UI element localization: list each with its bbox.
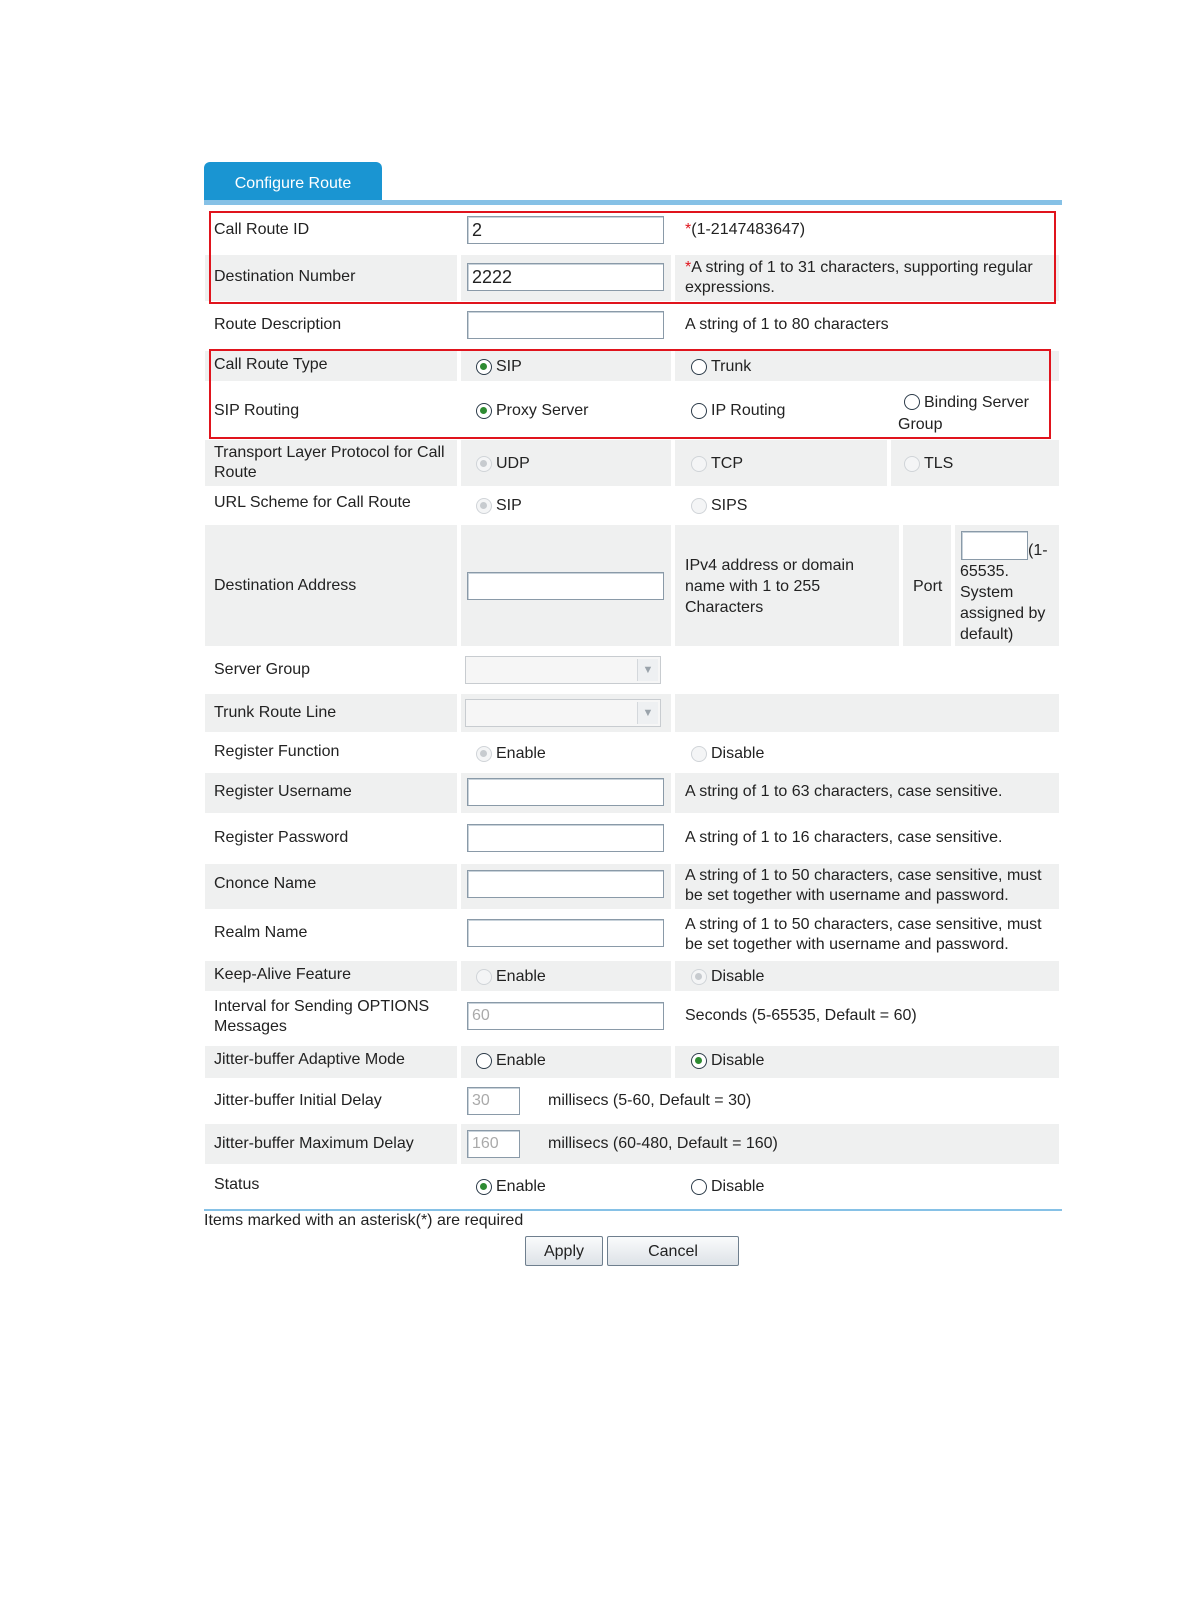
required-star: * bbox=[685, 259, 692, 276]
jitter-adaptive-disable-label: Disable bbox=[711, 1052, 765, 1069]
keep-alive-disable-label: Disable bbox=[711, 968, 765, 985]
cnonce-name-input[interactable] bbox=[467, 870, 664, 898]
transport-tcp-label: TCP bbox=[711, 455, 743, 472]
transport-udp-radio[interactable] bbox=[476, 456, 492, 472]
jitter-adaptive-enable-radio[interactable] bbox=[476, 1053, 492, 1069]
realm-name-hint: A string of 1 to 50 characters, case sensitive, must be set together with username and password. bbox=[685, 916, 1042, 953]
jitter-max-input[interactable] bbox=[467, 1130, 520, 1158]
server-group-label: Server Group bbox=[214, 661, 311, 678]
cancel-button[interactable]: Cancel bbox=[607, 1236, 739, 1266]
register-password-label: Register Password bbox=[214, 829, 349, 846]
options-interval-input[interactable] bbox=[467, 1002, 664, 1030]
route-description-label: Route Description bbox=[214, 316, 342, 333]
transport-tcp-radio[interactable] bbox=[691, 456, 707, 472]
register-function-enable-radio[interactable] bbox=[476, 746, 492, 762]
keep-alive-enable-label: Enable bbox=[496, 968, 546, 985]
keep-alive-enable-radio[interactable] bbox=[476, 969, 492, 985]
server-group-select[interactable] bbox=[465, 656, 661, 684]
options-interval-hint: Seconds (5-65535, Default = 60) bbox=[685, 1007, 917, 1024]
destination-number-label: Destination Number bbox=[214, 268, 356, 285]
jitter-adaptive-disable-radio[interactable] bbox=[691, 1053, 707, 1069]
jitter-initial-hint: millisecs (5-60, Default = 30) bbox=[548, 1092, 752, 1109]
port-hint: (1-65535. System assigned by default) bbox=[960, 542, 1048, 643]
realm-name-input[interactable] bbox=[467, 919, 664, 947]
trunk-route-line-select[interactable] bbox=[465, 699, 661, 727]
register-username-hint: A string of 1 to 63 characters, case sensitive. bbox=[685, 783, 1003, 800]
sip-routing-label: SIP Routing bbox=[214, 402, 300, 419]
row-bg bbox=[461, 440, 671, 486]
status-disable-label: Disable bbox=[711, 1178, 765, 1195]
jitter-adaptive-enable-label: Enable bbox=[496, 1052, 546, 1069]
destination-address-input[interactable] bbox=[467, 572, 664, 600]
row-bg bbox=[461, 961, 671, 991]
register-password-input[interactable] bbox=[467, 824, 664, 852]
route-description-input[interactable] bbox=[467, 311, 664, 339]
transport-tls-label: TLS bbox=[924, 455, 954, 472]
highlight-box-required-fields bbox=[209, 211, 1056, 304]
jitter-initial-input[interactable] bbox=[467, 1087, 520, 1115]
url-scheme-sips-label: SIPS bbox=[711, 497, 748, 514]
tab-configure-route[interactable]: Configure Route bbox=[204, 162, 382, 204]
required-note: Items marked with an asterisk(*) are required bbox=[204, 1212, 524, 1229]
transport-tls-radio[interactable] bbox=[904, 456, 920, 472]
register-username-label: Register Username bbox=[214, 783, 352, 800]
sip-routing-ip-label: IP Routing bbox=[711, 402, 786, 419]
trunk-route-line-label: Trunk Route Line bbox=[214, 704, 337, 721]
destination-address-hint: IPv4 address or domain name with 1 to 255 Characters bbox=[685, 557, 854, 616]
register-function-disable-label: Disable bbox=[711, 745, 765, 762]
sip-routing-binding-label: Binding Server Group bbox=[898, 394, 1029, 433]
register-password-hint: A string of 1 to 16 characters, case sensitive. bbox=[685, 829, 1003, 846]
route-description-hint: A string of 1 to 80 characters bbox=[685, 316, 889, 333]
destination-number-hint-text: A string of 1 to 31 characters, supporting regular expressions. bbox=[685, 259, 1033, 296]
call-route-id-label: Call Route ID bbox=[214, 221, 310, 238]
url-scheme-sip-radio[interactable] bbox=[476, 498, 492, 514]
status-label: Status bbox=[214, 1176, 260, 1193]
highlight-box-route-type bbox=[209, 349, 1051, 439]
status-disable-radio[interactable] bbox=[691, 1179, 707, 1195]
transport-label: Transport Layer Protocol for Call Route bbox=[214, 444, 445, 481]
chevron-down-icon: ▼ bbox=[637, 659, 658, 681]
register-username-input[interactable] bbox=[467, 778, 664, 806]
cnonce-name-hint: A string of 1 to 50 characters, case sensitive, must be set together with username and password. bbox=[685, 867, 1042, 904]
jitter-initial-label: Jitter-buffer Initial Delay bbox=[214, 1092, 382, 1109]
realm-name-label: Realm Name bbox=[214, 924, 308, 941]
register-function-disable-radio[interactable] bbox=[691, 746, 707, 762]
call-route-id-hint-text: (1-2147483647) bbox=[691, 221, 806, 238]
transport-udp-label: UDP bbox=[496, 455, 530, 472]
status-enable-radio[interactable] bbox=[476, 1179, 492, 1195]
jitter-adaptive-label: Jitter-buffer Adaptive Mode bbox=[214, 1051, 405, 1068]
options-interval-label: Interval for Sending OPTIONS Messages bbox=[214, 998, 430, 1035]
call-route-type-sip-label: SIP bbox=[496, 358, 522, 375]
call-route-type-trunk-label: Trunk bbox=[711, 358, 752, 375]
port-label: Port bbox=[913, 578, 943, 595]
jitter-max-label: Jitter-buffer Maximum Delay bbox=[214, 1135, 414, 1152]
chevron-down-icon: ▼ bbox=[637, 702, 658, 724]
cnonce-name-label: Cnonce Name bbox=[214, 875, 317, 892]
keep-alive-label: Keep-Alive Feature bbox=[214, 966, 351, 983]
keep-alive-disable-radio[interactable] bbox=[691, 969, 707, 985]
status-enable-label: Enable bbox=[496, 1178, 546, 1195]
required-star: * bbox=[685, 221, 692, 238]
row-bg bbox=[675, 694, 1059, 732]
url-scheme-sips-radio[interactable] bbox=[691, 498, 707, 514]
row-bg bbox=[461, 1046, 671, 1078]
tab-underline bbox=[204, 200, 1062, 205]
url-scheme-sip-label: SIP bbox=[496, 497, 522, 514]
register-function-label: Register Function bbox=[214, 743, 340, 760]
url-scheme-label: URL Scheme for Call Route bbox=[214, 494, 411, 511]
destination-address-label: Destination Address bbox=[214, 577, 357, 594]
apply-button[interactable]: Apply bbox=[525, 1236, 603, 1266]
jitter-max-hint: millisecs (60-480, Default = 160) bbox=[548, 1135, 778, 1152]
call-route-type-label: Call Route Type bbox=[214, 356, 328, 373]
sip-routing-proxy-label: Proxy Server bbox=[496, 402, 589, 419]
register-function-enable-label: Enable bbox=[496, 745, 546, 762]
